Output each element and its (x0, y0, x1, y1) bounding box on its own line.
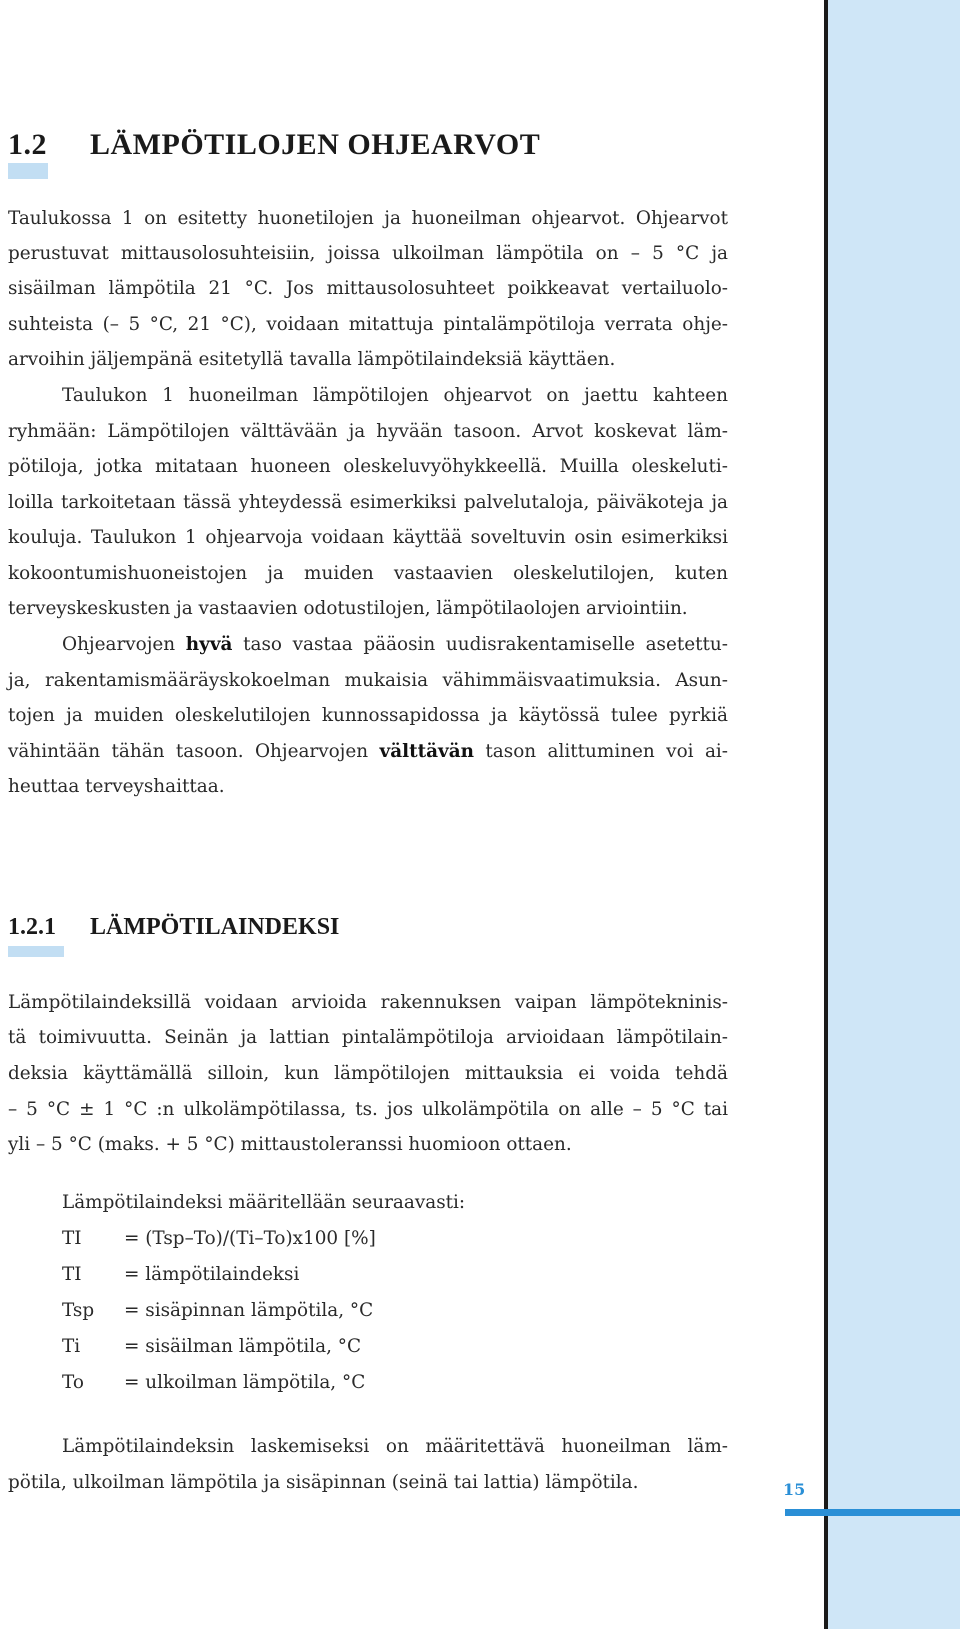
section-marker (8, 163, 48, 179)
definition-symbol: Tsp (62, 1300, 95, 1321)
definition-text: = sisäilman lämpötila, °C (124, 1336, 362, 1357)
paragraph-line: arvoihin jäljempänä esitetyllä tavalla lämpötilaindeksiä käyttäen. (8, 349, 616, 370)
formula-intro: Lämpötilaindeksi määritellään seuraavasti: (62, 1192, 466, 1213)
definition-symbol: To (62, 1372, 84, 1393)
definition-text: = lämpötilaindeksi (124, 1264, 300, 1285)
paragraph-line: heuttaa terveyshaittaa. (8, 776, 225, 797)
text-run: taso vastaa pääosin uudisrakentamiselle asetettu- (232, 634, 728, 655)
definition-row (62, 1264, 299, 1285)
definition-text: = sisäpinnan lämpötila, °C (124, 1300, 374, 1321)
definition-row (62, 1228, 376, 1249)
paragraph-line: loilla tarkoitetaan tässä yhteydessä esimerkiksi palvelutaloja, päiväkoteja ja (8, 492, 728, 513)
bold-term: välttävän (379, 741, 474, 762)
paragraph-line: perustuvat mittausolosuhteisiin, joissa ulkoilman lämpötila on – 5 °C ja (8, 243, 728, 264)
subsection-marker (8, 946, 64, 957)
paragraph-line (62, 636, 728, 654)
section-title: LÄMPÖTILOJEN OHJEARVOT (90, 128, 541, 161)
paragraph-line: terveyskeskusten ja vastaavien odotustilojen, lämpötilaolojen arviointiin. (8, 598, 688, 619)
definition-symbol: TI (62, 1228, 82, 1249)
paragraph-line: ryhmään: Lämpötilojen välttävään ja hyvään tasoon. Arvot koskevat läm- (8, 421, 728, 442)
definition-row (62, 1372, 365, 1393)
paragraph-line: pötiloja, jotka mitataan huoneen oleskeluvyöhykkeellä. Muilla oleskeluti- (8, 456, 728, 477)
page-number: 15 (783, 1480, 806, 1499)
paragraph-line: ja, rakentamismääräyskokoelman mukaisia vähimmäisvaatimuksia. Asun- (8, 670, 728, 691)
paragraph-line: Taulukon 1 huoneilman lämpötilojen ohjearvot on jaettu kahteen (62, 385, 728, 406)
definition-symbol: TI (62, 1264, 82, 1285)
definition-symbol: Ti (62, 1336, 81, 1357)
text-run: tason alittuminen voi ai- (474, 741, 728, 762)
bold-term: hyvä (185, 634, 233, 655)
subsection-number: 1.2.1 (8, 914, 56, 940)
text-run: Ohjearvojen (62, 634, 186, 655)
paragraph-line: pötila, ulkoilman lämpötila ja sisäpinnan (seinä tai lattia) lämpötila. (8, 1472, 639, 1493)
page-sidebar (824, 0, 960, 1629)
definition-row (62, 1336, 361, 1357)
paragraph-line: suhteista (– 5 °C, 21 °C), voidaan mitattuja pintalämpötiloja verrata ohje- (8, 314, 728, 335)
paragraph-line: kokoontumishuoneistojen ja muiden vastaavien oleskelutilojen, kuten (8, 563, 728, 584)
paragraph-line: Taulukossa 1 on esitetty huonetilojen ja huoneilman ohjearvot. Ohjearvot (8, 208, 728, 229)
paragraph-line: yli – 5 °C (maks. + 5 °C) mittaustoleranssi huomioon ottaen. (8, 1134, 572, 1155)
paragraph-line: kouluja. Taulukon 1 ohjearvoja voidaan käyttää soveltuvin osin esimerkiksi (8, 527, 728, 548)
paragraph-line: deksia käyttämällä silloin, kun lämpötilojen mittauksia ei voida tehdä (8, 1063, 728, 1084)
paragraph-line: Lämpötilaindeksillä voidaan arvioida rakennuksen vaipan lämpötekninis- (8, 992, 728, 1013)
definition-text: = (Tsp–To)/(Ti–To)x100 [%] (124, 1228, 376, 1249)
subsection-heading (8, 914, 339, 941)
section-heading (8, 128, 540, 162)
definition-row (62, 1300, 373, 1321)
paragraph-line: tä toimivuutta. Seinän ja lattian pintalämpötiloja arvioidaan lämpötilain- (8, 1027, 728, 1048)
paragraph-line (8, 743, 728, 761)
paragraph-line: Lämpötilaindeksin laskemiseksi on määritettävä huoneilman läm- (62, 1436, 728, 1457)
paragraph-line: – 5 °C ± 1 °C :n ulkolämpötilassa, ts. jos ulkolämpötila on alle – 5 °C tai (8, 1099, 728, 1120)
page-number-bar (785, 1509, 960, 1516)
section-number: 1.2 (8, 128, 47, 161)
text-run: vähintään tähän tasoon. Ohjearvojen (8, 741, 380, 762)
paragraph-line: tojen ja muiden oleskelutilojen kunnossapidossa ja käytössä tulee pyrkiä (8, 705, 728, 726)
definition-text: = ulkoilman lämpötila, °C (124, 1372, 366, 1393)
paragraph-line: sisäilman lämpötila 21 °C. Jos mittausolosuhteet poikkeavat vertailuolo- (8, 278, 728, 299)
subsection-title: LÄMPÖTILAINDEKSI (90, 914, 340, 940)
